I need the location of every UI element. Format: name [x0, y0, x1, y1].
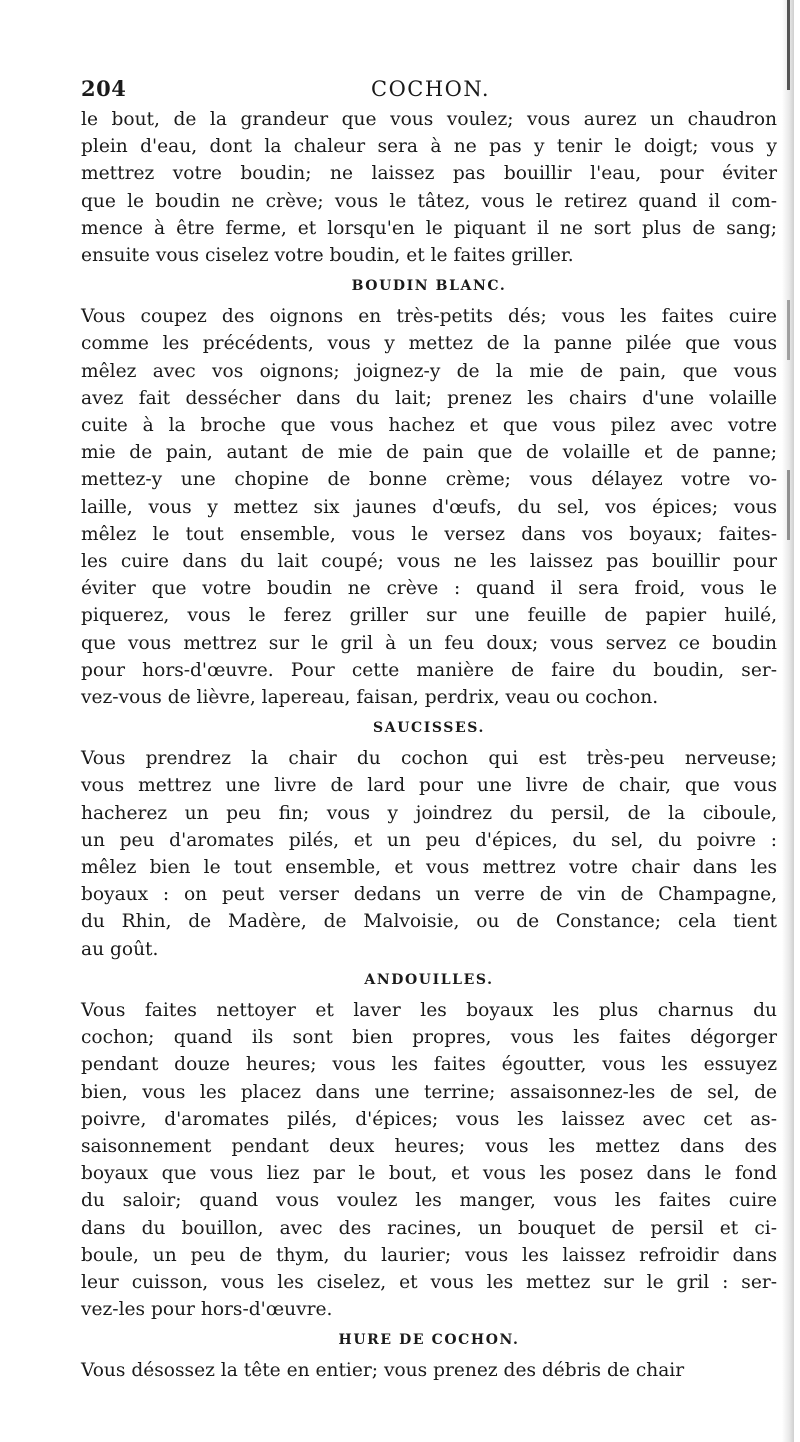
text-line: mettez-y une chopine de bonne crème; vous délayez votre vo-	[81, 469, 777, 491]
text-line: comme les précédents, vous y mettez de la panne pilée que vous	[81, 333, 777, 355]
text-line: Vous coupez des oignons en très-petits dés; vous les faites cuire	[81, 306, 777, 328]
text-line: bien, vous les placez dans une terrine; assaisonnez-les de sel, de	[81, 1081, 777, 1103]
text-line: au goût.	[81, 938, 159, 960]
book-page	[81, 72, 777, 1385]
section-heading: SAUCISSES.	[373, 720, 485, 737]
section-heading: ANDOUILLES.	[364, 971, 494, 988]
text-line: vez-vous de lièvre, lapereau, faisan, perdrix, veau ou cochon.	[81, 687, 659, 709]
paragraph	[81, 745, 777, 963]
text-line: cuite à la broche que vous hachez et que vous pilez avec votre	[81, 415, 777, 437]
text-line: boule, un peu de thym, du laurier; vous les laissez refroidir dans	[81, 1244, 777, 1266]
running-title: COCHON.	[371, 77, 491, 101]
text-line: boyaux que vous liez par le bout, et vous les posez dans le fond	[81, 1163, 777, 1185]
page-edge	[782, 0, 794, 1442]
paragraph	[81, 1357, 777, 1384]
text-line: que vous mettrez sur le gril à un feu doux; vous servez ce boudin	[81, 632, 777, 654]
text-line: boyaux : on peut verser dedans un verre de vin de Champagne,	[81, 884, 777, 906]
text-line: mêlez bien le tout ensemble, et vous mettrez votre chair dans les	[81, 857, 777, 879]
text-line: le bout, de la grandeur que vous voulez; vous aurez un chaudron	[81, 109, 777, 130]
text-line: du Rhin, de Madère, de Malvoisie, ou de Constance; cela tient	[81, 911, 777, 933]
page-number: 204	[81, 76, 127, 101]
text-line: mie de pain, autant de mie de pain que de volaille et de panne;	[81, 442, 777, 464]
text-line: poivre, d'aromates pilés, d'épices; vous les laissez avec cet as-	[81, 1108, 777, 1130]
page-edge-mark	[787, 470, 790, 540]
paragraph	[81, 997, 777, 1323]
text-line: avez fait dessécher dans du lait; prenez les chairs d'une volaille	[81, 387, 777, 409]
text-line: mêlez le tout ensemble, vous le versez dans vos boyaux; faites-	[81, 523, 777, 545]
text-line: saisonnement pendant deux heures; vous les mettez dans des	[81, 1135, 777, 1157]
text-line: plein d'eau, dont la chaleur sera à ne pas y tenir le doigt; vous y	[81, 136, 777, 158]
text-line: que le boudin ne crève; vous le tâtez, vous le retirez quand il com-	[81, 190, 777, 212]
text-line: dans du bouillon, avec des racines, un bouquet de persil et ci-	[81, 1217, 777, 1239]
text-line: les cuire dans du lait coupé; vous ne les laissez pas bouillir pour	[81, 551, 777, 573]
page-edge-mark	[787, 300, 790, 360]
text-line: piquerez, vous le ferez griller sur une feuille de papier huilé,	[81, 605, 777, 627]
text-line: cochon; quand ils sont bien propres, vous les faites dégorger	[81, 1027, 777, 1049]
text-line: du saloir; quand vous voulez les manger, vous les faites cuire	[81, 1190, 777, 1212]
paragraph	[81, 303, 777, 711]
text-line: Vous faites nettoyer et laver les boyaux les plus charnus du	[81, 999, 777, 1021]
paragraph	[81, 106, 777, 269]
text-line: laille, vous y mettez six jaunes d'œufs, du sel, vos épices; vous	[81, 496, 777, 518]
text-line: mêlez avec vos oignons; joignez-y de la mie de pain, que vous	[81, 360, 777, 382]
text-line: vez-les pour hors-d'œuvre.	[81, 1299, 333, 1321]
text-line: un peu d'aromates pilés, et un peu d'épices, du sel, du poivre :	[81, 829, 777, 851]
page-edge-mark	[787, 0, 790, 90]
page-header	[81, 72, 777, 106]
text-line: leur cuisson, vous les ciselez, et vous les mettez sur le gril : ser-	[81, 1271, 777, 1293]
text-line: éviter que votre boudin ne crève : quand il sera froid, vous le	[81, 578, 777, 600]
section-heading: HURE DE COCHON.	[338, 1332, 520, 1349]
text-line: vous mettrez une livre de lard pour une livre de chair, que vous	[81, 775, 777, 797]
text-line: hacherez un peu fin; vous y joindrez du persil, de la ciboule,	[81, 802, 777, 824]
text-line: ensuite vous ciselez votre boudin, et le faites griller.	[81, 245, 574, 267]
section-heading: BOUDIN BLANC.	[351, 278, 507, 295]
text-line: Vous désossez la tête en entier; vous prenez des débris de chair	[81, 1360, 685, 1382]
page-body	[81, 106, 777, 1385]
text-line: mettrez votre boudin; ne laissez pas bouillir l'eau, pour éviter	[81, 163, 777, 185]
text-line: mence à être ferme, et lorsqu'en le piquant il ne sort plus de sang;	[81, 217, 777, 239]
text-line: Vous prendrez la chair du cochon qui est très-peu nerveuse;	[81, 748, 777, 770]
text-line: pour hors-d'œuvre. Pour cette manière de faire du boudin, ser-	[81, 659, 777, 681]
text-line: pendant douze heures; vous les faites égoutter, vous les essuyez	[81, 1054, 777, 1076]
